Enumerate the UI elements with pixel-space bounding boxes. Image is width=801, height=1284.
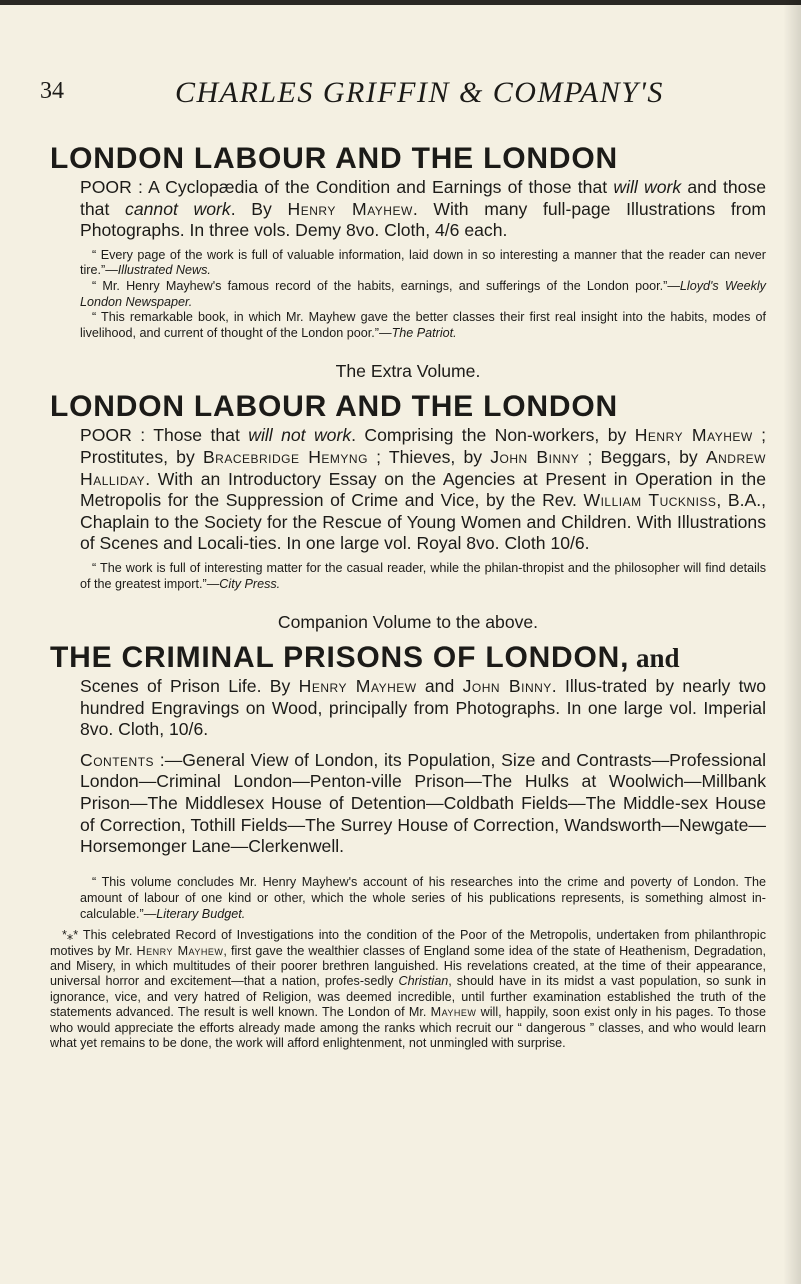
- entry-description: [50, 676, 766, 741]
- title-text: THE CRIMINAL PRISONS OF LONDON,: [50, 641, 630, 675]
- note-text: , first gave the wealthier classes of England some idea of the state of Heathenism, Degradation, and Misery, in which multitudes of their poorer brethren languished. His revelations created, at the time of their appearance, universal horror and excitement—that a nation, profes-sedly: [50, 943, 766, 989]
- top-edge: [0, 0, 801, 5]
- author-name: William Tuckniss: [583, 490, 717, 511]
- quote-text: “ The work is full of interesting matter for the casual reader, while the philan-thropist and the philosopher will find details of the greatest import.”—: [80, 560, 766, 591]
- note-text: *⁎* This celebrated Record of Investigations into the condition of the Poor of the Metropolis, undertaken from philanthropic motives by Mr.: [50, 928, 766, 958]
- title-and: and: [629, 643, 680, 674]
- entry-criminal-prisons: [50, 612, 766, 1051]
- desc-italic: will work: [613, 177, 682, 197]
- section-subheading: Companion Volume to the above.: [277, 612, 539, 633]
- publisher-note: [50, 928, 766, 1051]
- contents-list: [50, 750, 766, 858]
- entry-description: [50, 425, 766, 555]
- desc-text: . Comprising the Non-workers, by: [351, 425, 635, 446]
- quote-source: The Patriot.: [391, 325, 457, 340]
- desc-text: . With many full-page Illustrations from Photographs. In three vols. Demy 8vo. Cloth, 4/6 each.: [80, 198, 767, 241]
- contents-label: Contents: [80, 749, 155, 770]
- desc-text: and those that: [80, 177, 767, 219]
- running-title: CHARLES GRIFFIN & COMPANY'S: [175, 76, 664, 109]
- desc-text: ; Prostitutes, by: [80, 425, 766, 467]
- author-name: Andrew Halliday: [80, 446, 766, 489]
- quote-source: Lloyd's Weekly London Newspaper.: [80, 278, 766, 309]
- desc-text: Scenes of Prison Life. By: [80, 676, 299, 697]
- page-number: 34: [40, 78, 64, 104]
- entry-title: [50, 641, 766, 675]
- contents-text: :—General View of London, its Population, Size and Contrasts—Professional London—Criminal London—Penton-ville Prison—The Hulks at Woolwich—Millbank Prison—The Middlesex House of Detention—Coldbath Fields—The Middle-sex House of Correction, Tothill Fields—The Surrey House of Correction, Wandsworth—Newgate—Horsemonger Lane—Clerkenwell.: [80, 749, 766, 857]
- quote-text: “ This remarkable book, in which Mr. Mayhew gave the better classes their first real insight into the habits, modes of livelihood, and current of thought of the London poor.”—: [80, 310, 766, 340]
- entry-title: LONDON LABOUR AND THE LONDON: [50, 142, 618, 175]
- section-subheading: The Extra Volume.: [335, 361, 481, 382]
- desc-text: POOR : A Cyclopædia of the Condition and Earnings of those that: [80, 177, 614, 197]
- review-quote: [50, 561, 766, 592]
- note-text: , should have in its midst a vast population, so sunk in ignorance, vice, and very hatred of Religion, was deemed incredible, until further examination established the truth of the statements advanced. The result is well known. The London of Mr.: [50, 974, 766, 1020]
- entry-london-labour: [50, 142, 766, 341]
- entry-description: [50, 177, 766, 242]
- quote-text: “ This volume concludes Mr. Henry Mayhew's account of his researches into the crime and poverty of London. The amount of labour of one kind or other, which the whole series of his publications represents, is something almost in-calculable.”—: [80, 875, 766, 921]
- desc-text: , B.A., Chaplain to the Society for the Rescue of Young Women and Children. With Illustrations of Scenes and Locali-ties. In one large vol. Royal 8vo. Cloth 10/6.: [80, 490, 766, 554]
- page-edge-shadow: [783, 0, 801, 1284]
- desc-italic: cannot work: [125, 198, 231, 219]
- review-quote: [50, 279, 766, 310]
- desc-text: POOR : Those that: [80, 425, 249, 446]
- quote-text: “ Every page of the work is full of valuable information, laid down in so interesting a manner that the reader can never tire.”—: [80, 247, 766, 278]
- page-content: [50, 142, 766, 1051]
- desc-text: . With an Introductory Essay on the Agencies at Present in Operation in the Metropolis for the Suppression of Crime and Vice, by the Rev.: [80, 468, 766, 511]
- quote-source: Literary Budget.: [156, 906, 246, 921]
- quote-source: City Press.: [219, 576, 281, 591]
- author-name: John Binny: [462, 676, 552, 697]
- page-header: [40, 78, 780, 118]
- author-name: Henry Mayhew: [634, 425, 753, 446]
- desc-text: and: [416, 676, 463, 697]
- entry-extra-volume: [50, 361, 766, 592]
- note-text: will, happily, soon exist only in his pages. To those who would appreciate the efforts already made among the ranks which recruit our “ dangerous ” classes, and who would learn what yet remains to be done, the work will afford enlightenment, not unmingled with surprise.: [50, 1005, 766, 1051]
- quote-source: Illustrated News.: [117, 263, 211, 278]
- author-name: John Binny: [490, 446, 580, 467]
- desc-italic: will not work: [248, 425, 352, 446]
- author-name: Mayhew: [430, 1005, 477, 1020]
- author-name: Henry Mayhew: [136, 943, 224, 958]
- note-italic: Christian: [398, 974, 449, 989]
- desc-text: ; Beggars, by: [579, 446, 706, 467]
- review-quote: [50, 310, 766, 341]
- review-quote: [50, 248, 766, 279]
- desc-text: . Illus-trated by nearly two hundred Engravings on Wood, principally from Photographs. In one large vol. Imperial 8vo. Cloth, 10/6.: [80, 676, 766, 740]
- desc-text: ; Thieves, by: [367, 446, 491, 467]
- author-name: Henry Mayhew: [298, 676, 417, 697]
- quote-text: “ Mr. Henry Mayhew's famous record of the habits, earnings, and sufferings of the London poor.”—: [92, 278, 680, 293]
- author-name: Henry Mayhew: [287, 198, 413, 219]
- entry-title: LONDON LABOUR AND THE LONDON: [50, 390, 618, 424]
- author-name: Bracebridge Hemyng: [202, 446, 368, 467]
- desc-text: . By: [230, 198, 288, 219]
- review-quote: [50, 875, 766, 922]
